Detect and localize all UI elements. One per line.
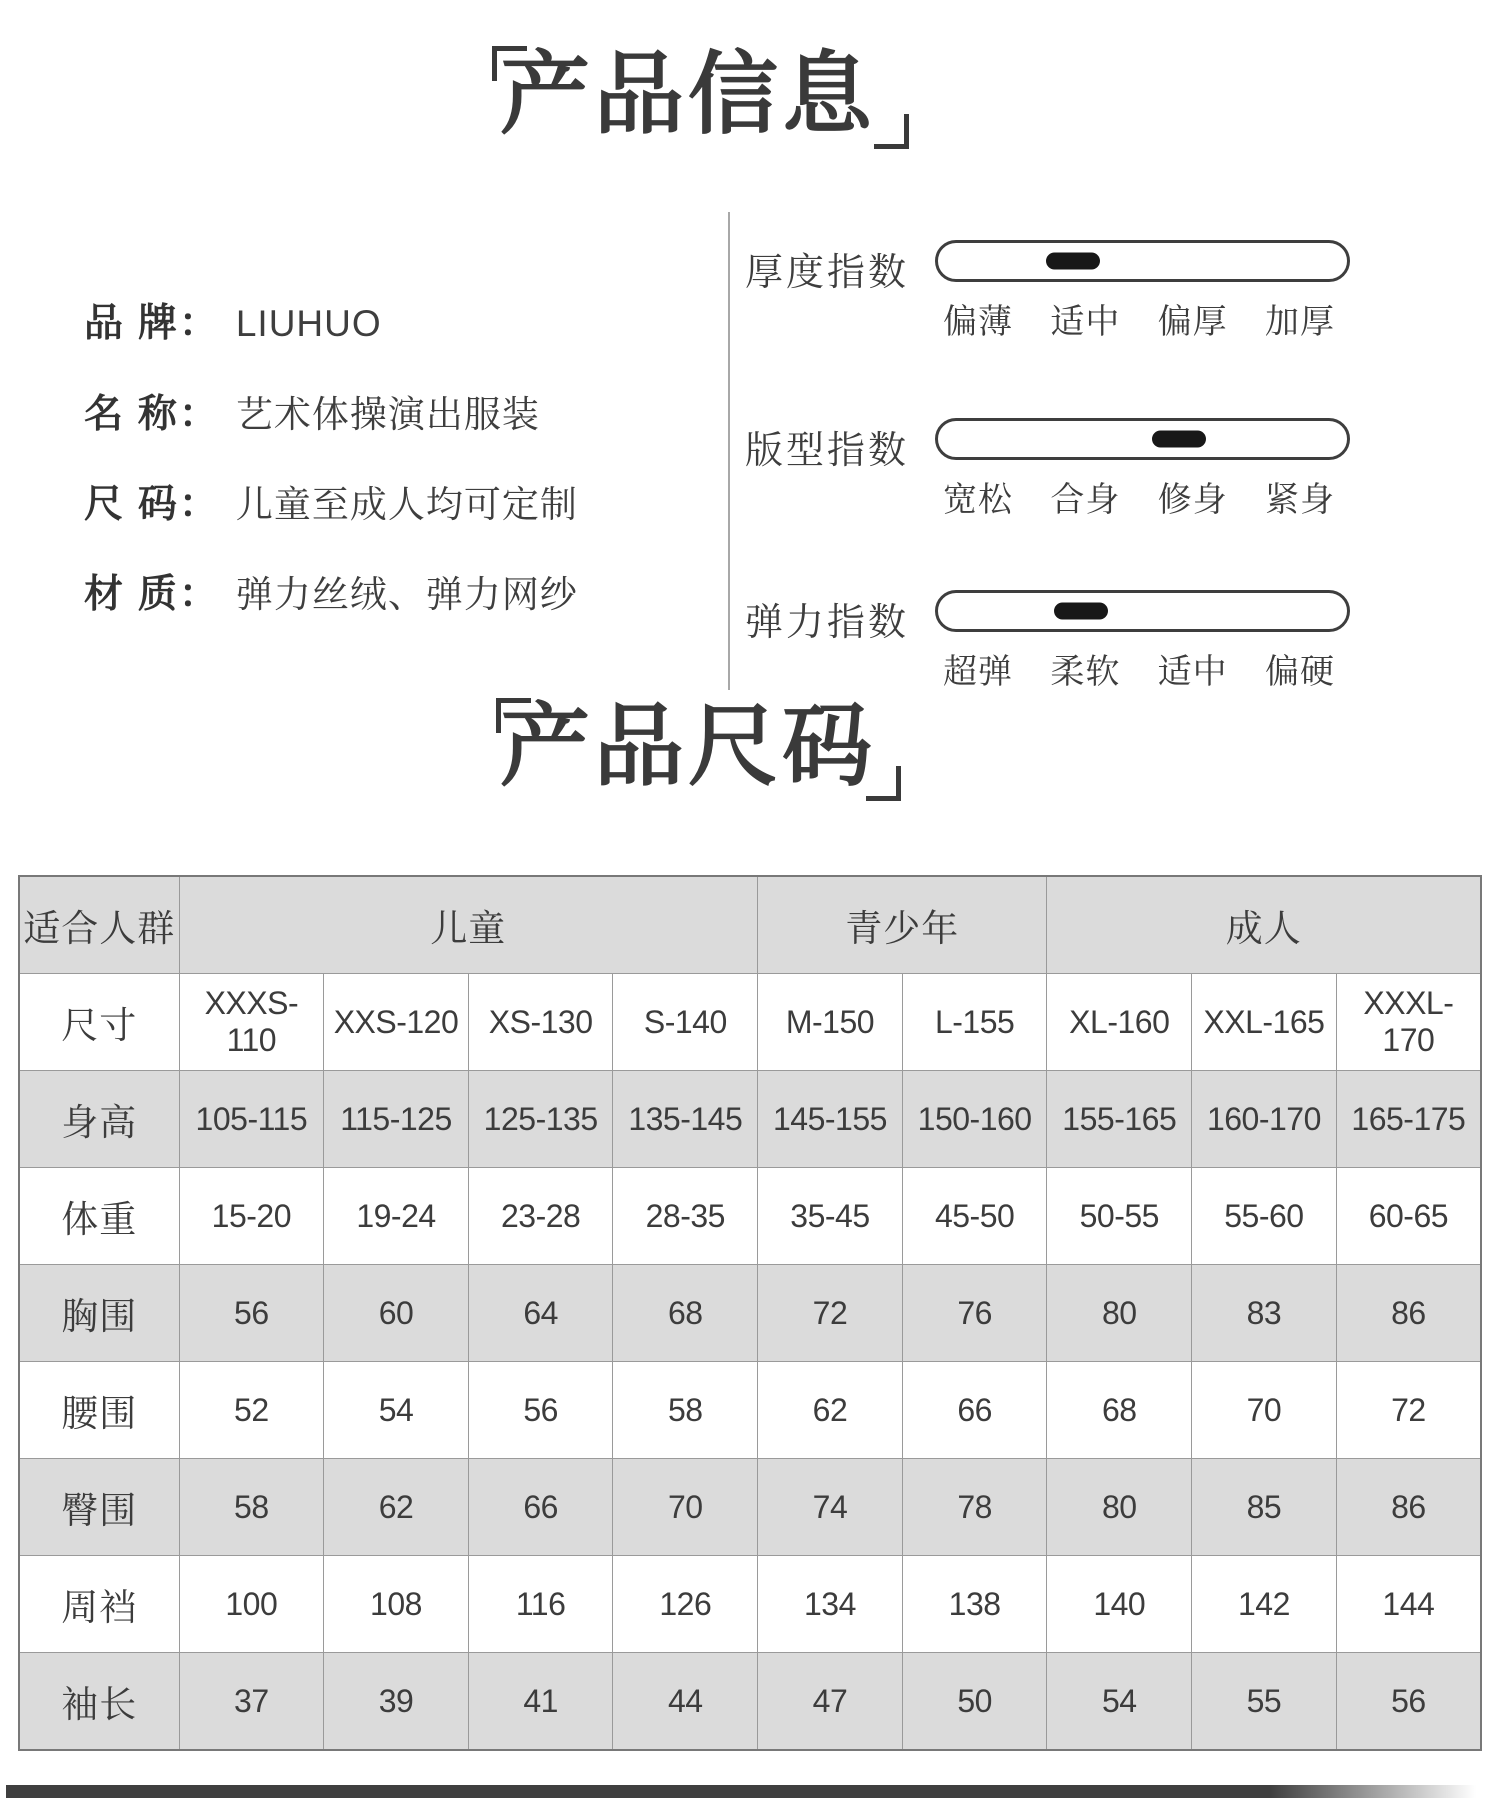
fit-slider-options — [943, 472, 1335, 521]
table-cell: 39 — [324, 1653, 469, 1751]
table-cell: 41 — [468, 1653, 613, 1751]
table-cell: 72 — [1336, 1362, 1481, 1459]
elasticity-index-slider — [745, 590, 1405, 690]
table-cell: 78 — [902, 1459, 1047, 1556]
table-group-teens: 青少年 — [758, 876, 1047, 974]
table-cell: 100 — [179, 1556, 324, 1653]
option-label: 紧身 — [1264, 481, 1335, 519]
table-cell: 55-60 — [1192, 1168, 1337, 1265]
table-cell: 47 — [758, 1653, 903, 1751]
table-cell: 60-65 — [1336, 1168, 1481, 1265]
table-cell: 66 — [468, 1459, 613, 1556]
table-cell: 160-170 — [1192, 1071, 1337, 1168]
table-cell: 142 — [1192, 1556, 1337, 1653]
attr-value-brand: LIUHUO — [235, 303, 382, 344]
attr-label-size: 尺 码： — [84, 483, 220, 526]
row-label: 腰围 — [19, 1362, 179, 1459]
row-label: 胸围 — [19, 1265, 179, 1362]
thickness-index-label: 厚度指数 — [745, 252, 910, 294]
thickness-slider-track — [935, 240, 1350, 282]
table-cell: L-155 — [902, 974, 1047, 1071]
table-cell: XS-130 — [468, 974, 613, 1071]
option-label: 柔软 — [1050, 653, 1121, 691]
option-label: 适中 — [1050, 303, 1121, 341]
fit-slider-track — [935, 418, 1350, 460]
table-cell: 155-165 — [1047, 1071, 1192, 1168]
table-cell: 58 — [613, 1362, 758, 1459]
table-cell: 62 — [758, 1362, 903, 1459]
thickness-slider-marker — [1046, 253, 1100, 270]
elasticity-slider-track — [935, 590, 1350, 632]
fit-slider-marker — [1152, 431, 1206, 448]
table-row-weight — [19, 1168, 1481, 1265]
table-cell: 68 — [1047, 1362, 1192, 1459]
table-cell: 54 — [324, 1362, 469, 1459]
option-label: 超弹 — [943, 653, 1013, 691]
table-cell: 145-155 — [758, 1071, 903, 1168]
table-cell: 85 — [1192, 1459, 1337, 1556]
section-title-product-sizes: 产品尺码 — [500, 697, 876, 797]
table-cell: 58 — [179, 1459, 324, 1556]
table-header-audience: 适合人群 — [19, 876, 179, 974]
table-cell: 64 — [468, 1265, 613, 1362]
table-cell: M-150 — [758, 974, 903, 1071]
table-cell: XXXS-110 — [179, 974, 324, 1071]
table-cell: 35-45 — [758, 1168, 903, 1265]
option-label: 修身 — [1157, 481, 1228, 519]
table-cell: 125-135 — [468, 1071, 613, 1168]
option-label: 偏薄 — [943, 303, 1013, 341]
attr-row-material — [84, 563, 578, 619]
table-cell: 54 — [1047, 1653, 1192, 1751]
table-row-size — [19, 974, 1481, 1071]
table-cell: 165-175 — [1336, 1071, 1481, 1168]
attr-label-brand: 品 牌： — [84, 302, 220, 345]
attr-row-name — [84, 383, 540, 439]
option-label: 宽松 — [943, 481, 1013, 519]
elasticity-slider-options — [943, 644, 1335, 693]
table-cell: 28-35 — [613, 1168, 758, 1265]
table-cell: 56 — [1336, 1653, 1481, 1751]
row-label: 周裆 — [19, 1556, 179, 1653]
table-cell: 76 — [902, 1265, 1047, 1362]
table-cell: 15-20 — [179, 1168, 324, 1265]
size-table — [18, 875, 1482, 1751]
next-section-edge — [6, 1785, 1476, 1798]
table-cell: XXS-120 — [324, 974, 469, 1071]
table-cell: XXL-165 — [1192, 974, 1337, 1071]
table-row-hip — [19, 1459, 1481, 1556]
table-cell: 144 — [1336, 1556, 1481, 1653]
option-label: 适中 — [1157, 653, 1228, 691]
table-row-audience — [19, 876, 1481, 974]
thickness-index-slider — [745, 240, 1405, 340]
attr-value-material: 弹力丝绒、弹力网纱 — [235, 574, 578, 615]
table-cell: 115-125 — [324, 1071, 469, 1168]
row-label: 体重 — [19, 1168, 179, 1265]
table-row-height — [19, 1071, 1481, 1168]
table-cell: 68 — [613, 1265, 758, 1362]
corner-bracket-close-icon — [866, 766, 901, 801]
table-cell: 52 — [179, 1362, 324, 1459]
attr-value-size: 儿童至成人均可定制 — [235, 484, 578, 525]
table-cell: 116 — [468, 1556, 613, 1653]
table-cell: 83 — [1192, 1265, 1337, 1362]
option-label: 偏硬 — [1264, 653, 1335, 691]
table-cell: 60 — [324, 1265, 469, 1362]
section-title-product-info: 产品信息 — [500, 45, 876, 145]
table-group-children: 儿童 — [179, 876, 758, 974]
row-label: 身高 — [19, 1071, 179, 1168]
attr-row-brand — [84, 292, 382, 348]
table-cell: 55 — [1192, 1653, 1337, 1751]
table-cell: 37 — [179, 1653, 324, 1751]
table-cell: 66 — [902, 1362, 1047, 1459]
table-cell: 50-55 — [1047, 1168, 1192, 1265]
table-group-adults: 成人 — [1047, 876, 1481, 974]
table-cell: S-140 — [613, 974, 758, 1071]
table-cell: 108 — [324, 1556, 469, 1653]
table-cell: XL-160 — [1047, 974, 1192, 1071]
table-row-crotch — [19, 1556, 1481, 1653]
table-cell: 134 — [758, 1556, 903, 1653]
table-cell: 150-160 — [902, 1071, 1047, 1168]
option-label: 加厚 — [1264, 303, 1335, 341]
table-cell: 23-28 — [468, 1168, 613, 1265]
table-cell: 62 — [324, 1459, 469, 1556]
table-cell: 72 — [758, 1265, 903, 1362]
table-cell: 44 — [613, 1653, 758, 1751]
attr-label-name: 名 称： — [84, 393, 220, 436]
fit-index-label: 版型指数 — [745, 430, 910, 472]
table-cell: 70 — [1192, 1362, 1337, 1459]
table-cell: 80 — [1047, 1265, 1192, 1362]
table-cell: 80 — [1047, 1459, 1192, 1556]
row-label: 臀围 — [19, 1459, 179, 1556]
table-cell: 105-115 — [179, 1071, 324, 1168]
option-label: 合身 — [1050, 481, 1121, 519]
table-cell: 74 — [758, 1459, 903, 1556]
option-label: 偏厚 — [1157, 303, 1228, 341]
table-cell: 50 — [902, 1653, 1047, 1751]
vertical-divider — [728, 212, 730, 690]
table-cell: XXXL-170 — [1336, 974, 1481, 1071]
attr-value-name: 艺术体操演出服装 — [235, 394, 540, 435]
table-row-sleeve — [19, 1653, 1481, 1751]
table-cell: 140 — [1047, 1556, 1192, 1653]
attr-row-size — [84, 473, 578, 529]
table-cell: 19-24 — [324, 1168, 469, 1265]
fit-index-slider — [745, 418, 1405, 518]
table-cell: 56 — [179, 1265, 324, 1362]
table-cell: 126 — [613, 1556, 758, 1653]
attr-label-material: 材 质： — [84, 573, 220, 616]
table-row-chest — [19, 1265, 1481, 1362]
table-row-waist — [19, 1362, 1481, 1459]
elasticity-slider-marker — [1054, 603, 1108, 620]
table-cell: 135-145 — [613, 1071, 758, 1168]
table-cell: 86 — [1336, 1265, 1481, 1362]
table-cell: 56 — [468, 1362, 613, 1459]
elasticity-index-label: 弹力指数 — [745, 602, 910, 644]
table-cell: 138 — [902, 1556, 1047, 1653]
row-label: 袖长 — [19, 1653, 179, 1751]
table-cell: 45-50 — [902, 1168, 1047, 1265]
row-label: 尺寸 — [19, 974, 179, 1071]
table-cell: 86 — [1336, 1459, 1481, 1556]
corner-bracket-close-icon — [874, 114, 909, 149]
table-cell: 70 — [613, 1459, 758, 1556]
thickness-slider-options — [943, 294, 1335, 343]
